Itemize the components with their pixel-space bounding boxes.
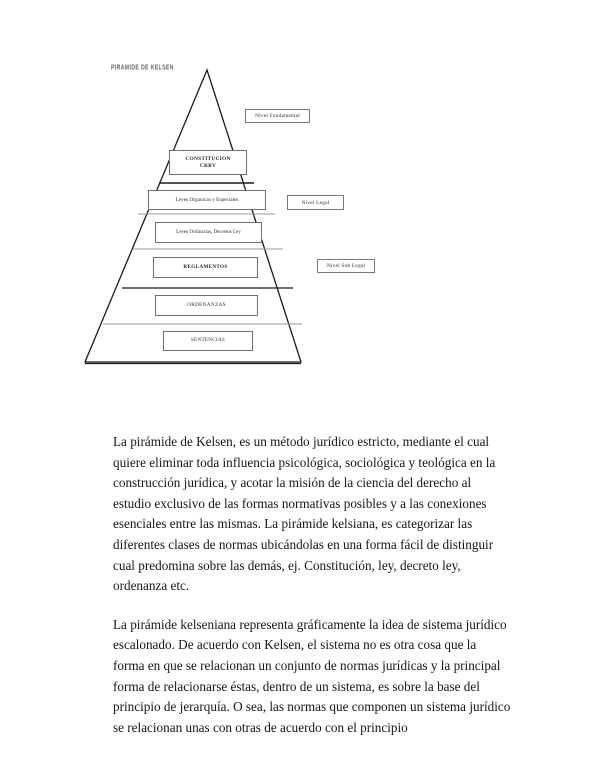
tier-label-constitucion-line1: CONSTITUCION xyxy=(185,156,231,163)
tier-label-sentencias: SENTENCIAS xyxy=(190,337,226,344)
tier-box-constitucion xyxy=(169,150,247,175)
tier-box-leyes-ordinarias xyxy=(155,222,262,243)
tier-label-ordenanzas: ORDENANZAS xyxy=(187,301,226,308)
level-callout-sublegal: Nivel Sub Legal xyxy=(317,259,375,273)
tier-box-reglamentos xyxy=(153,257,258,278)
tier-box-leyes-organicas xyxy=(148,190,266,210)
diagram-title: PIRAMIDE DE KELSEN xyxy=(111,64,174,73)
level-callout-legal: Nivel Legal xyxy=(287,195,344,210)
tier-label-reglamentos: REGLAMENTOS xyxy=(183,263,228,270)
tier-label-constitucion-line2: CRBV xyxy=(199,162,217,169)
paragraph-1: La pirámide de Kelsen, es un método jurídico estricto, mediante el cual quiere eliminar toda influencia psicológica, sociológica y teológica en la construcción jurídica, y acotar la misión de la ciencia del derecho al estudio exclusivo de las formas normativas posibles y a las conexiones esenciales entre las mismas. La pirámide kelsiana, es categorizar las diferentes clases de normas ubicándolas en una forma fácil de distinguir cual predomina sobre las demás, ej. Constitución, ley, decreto ley, ordenanza etc. xyxy=(113,434,496,594)
document-body xyxy=(113,432,511,738)
tier-box-sentencias xyxy=(163,331,253,351)
tier-label-leyes-organicas: Leyes Organicas y Especiales xyxy=(175,196,239,203)
level-callout-fundamental: Nivel Fundamental xyxy=(245,109,310,123)
tier-label-leyes-ordinarias: Leyes Ordinarias, Decretos Ley xyxy=(176,228,241,235)
tier-box-ordenanzas xyxy=(155,295,258,316)
paragraph-2: La pirámide kelseniana representa gráficamente la idea de sistema jurídico escalonado. De acuerdo con Kelsen, el sistema no es otra cosa que la forma en que se relacionan un conjunto de normas jurídicas y la principal forma de relacionarse éstas, dentro de un sistema, es sobre la base del principio de jerarquía. O sea, las normas que componen un sistema jurídico se relacionan unas con otras de acuerdo con el principio xyxy=(113,616,511,735)
